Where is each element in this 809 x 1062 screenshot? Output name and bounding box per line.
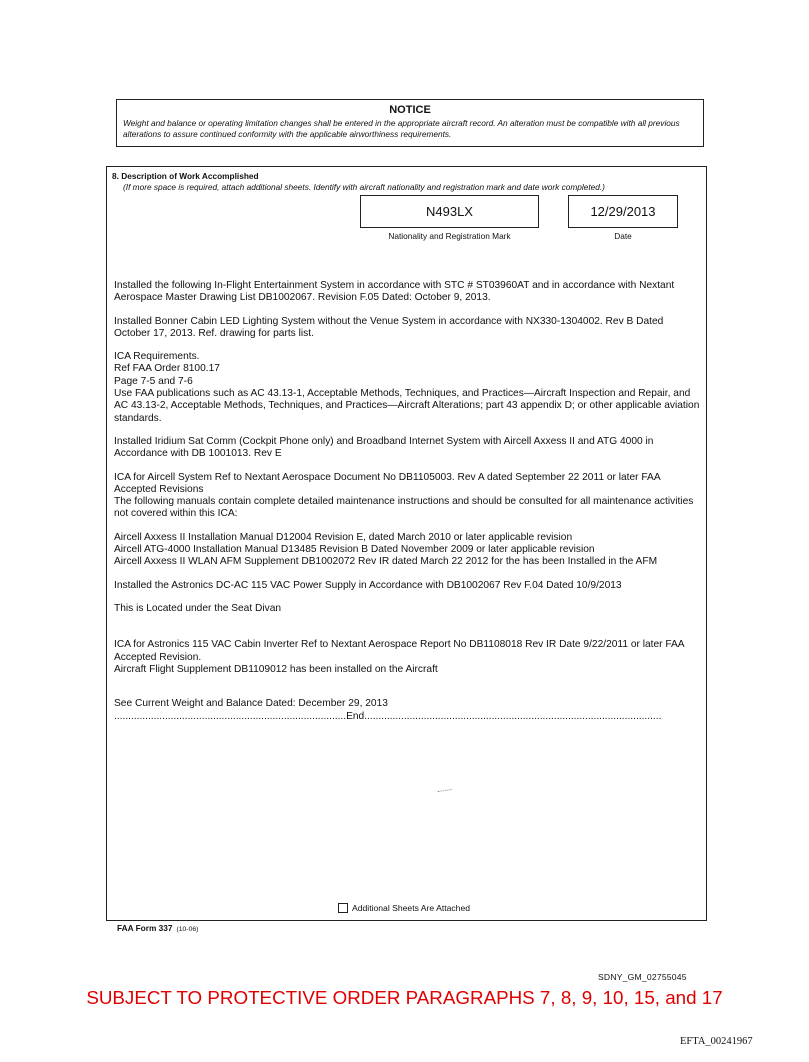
- paragraph: Installed the following In-Flight Entertainment System in accordance with STC # ST03960AT and in accordance with Nextant Aerospace Master Drawing List DB1002067. Revision F.05 Dated: October 9, 2013.: [114, 280, 675, 304]
- form-revision: (10-06): [176, 926, 199, 933]
- paragraph: Installed Bonner Cabin LED Lighting System without the Venue System in accordance with NX330-1304002. Rev B Dated October 17, 2013. Ref. drawing for parts list.: [114, 315, 664, 339]
- paragraph: This is Located under the Seat Divan: [114, 602, 282, 614]
- form-identifier: [117, 923, 198, 933]
- additional-sheets-row: [338, 903, 470, 913]
- paragraph: ICA for Aircell System Ref to Nextant Aerospace Document No DB1105003. Rev A dated September 22 2011 or later FAA Accepted Revisions The following manuals contain complete detailed maintenance instructions and should be consulted for all maintenance activities not covered within this ICA:: [114, 471, 694, 520]
- paragraph: Aircell Axxess II Installation Manual D12004 Revision E, dated March 2010 or later applicable revision Aircell ATG-4000 Installation Manual D13485 Revision B Dated November 2009 or later applicable revision Aircell Axxess II WLAN AFM Supplement DB1002072 Rev IR dated March 22 2012 for the has been Installed in the AFM: [114, 531, 658, 568]
- bates-number: SDNY_GM_02755045: [598, 972, 687, 982]
- date-field: 12/29/2013: [568, 195, 678, 228]
- section-title: 8. Description of Work Accomplished: [112, 171, 259, 181]
- additional-sheets-label: Additional Sheets Are Attached: [352, 903, 471, 913]
- registration-mark-label: Nationality and Registration Mark: [388, 231, 511, 241]
- section-instructions: (If more space is required, attach additional sheets. Identify with aircraft nationality and registration mark and date work completed.): [123, 182, 605, 192]
- protective-order-stamp: SUBJECT TO PROTECTIVE ORDER PARAGRAPHS 7, 8, 9, 10, 15, and 17: [86, 987, 723, 1008]
- paragraph: See Current Weight and Balance Dated: December 29, 2013: [114, 698, 388, 710]
- additional-sheets-checkbox[interactable]: [338, 903, 348, 913]
- registration-mark-field: N493LX: [360, 195, 539, 228]
- date-label: Date: [614, 231, 632, 241]
- paragraph: Installed Iridium Sat Comm (Cockpit Phone only) and Broadband Internet System with Aircell Axxess II and ATG 4000 in Accordance with DB 1001013. Rev E: [114, 435, 654, 460]
- notice-text: Weight and balance or operating limitation changes shall be entered in the appropriate aircraft record. An alteration must be compatible with all previous alterations to assure continued conformity with the applicable airworthiness requirements.: [123, 118, 680, 139]
- paragraph: ICA Requirements. Ref FAA Order 8100.17 Page 7-5 and 7-6 Use FAA publications such as AC 43.13-1, Acceptable Methods, Techniques, and Practices—Aircraft Inspection and Repair, and AC 43.13-2, Acceptable Methods, Techniques, and Practices—Aircraft Alterations; part 43 appendix D; or other applicable aviation standards.: [114, 351, 700, 424]
- paragraph: Installed the Astronics DC-AC 115 VAC Power Supply in Accordance with DB1002067 Rev F.04 Dated 10/9/2013: [114, 579, 622, 591]
- paragraph: ICA for Astronics 115 VAC Cabin Inverter Ref to Nextant Aerospace Report No DB1108018 Rev IR Date 9/22/2011 or later FAA Accepted Revision. Aircraft Flight Supplement DB1109012 has been installed on the Aircraft: [114, 639, 685, 675]
- work-description-text: [114, 280, 702, 724]
- work-description-section: [106, 166, 707, 921]
- notice-title: NOTICE: [389, 104, 431, 116]
- efta-number: EFTA_00241967: [680, 1036, 753, 1047]
- notice-box: [116, 99, 704, 147]
- end-marker: ..................................................................................End.........................................................................................................: [114, 711, 662, 723]
- form-number: FAA Form 337: [117, 923, 173, 933]
